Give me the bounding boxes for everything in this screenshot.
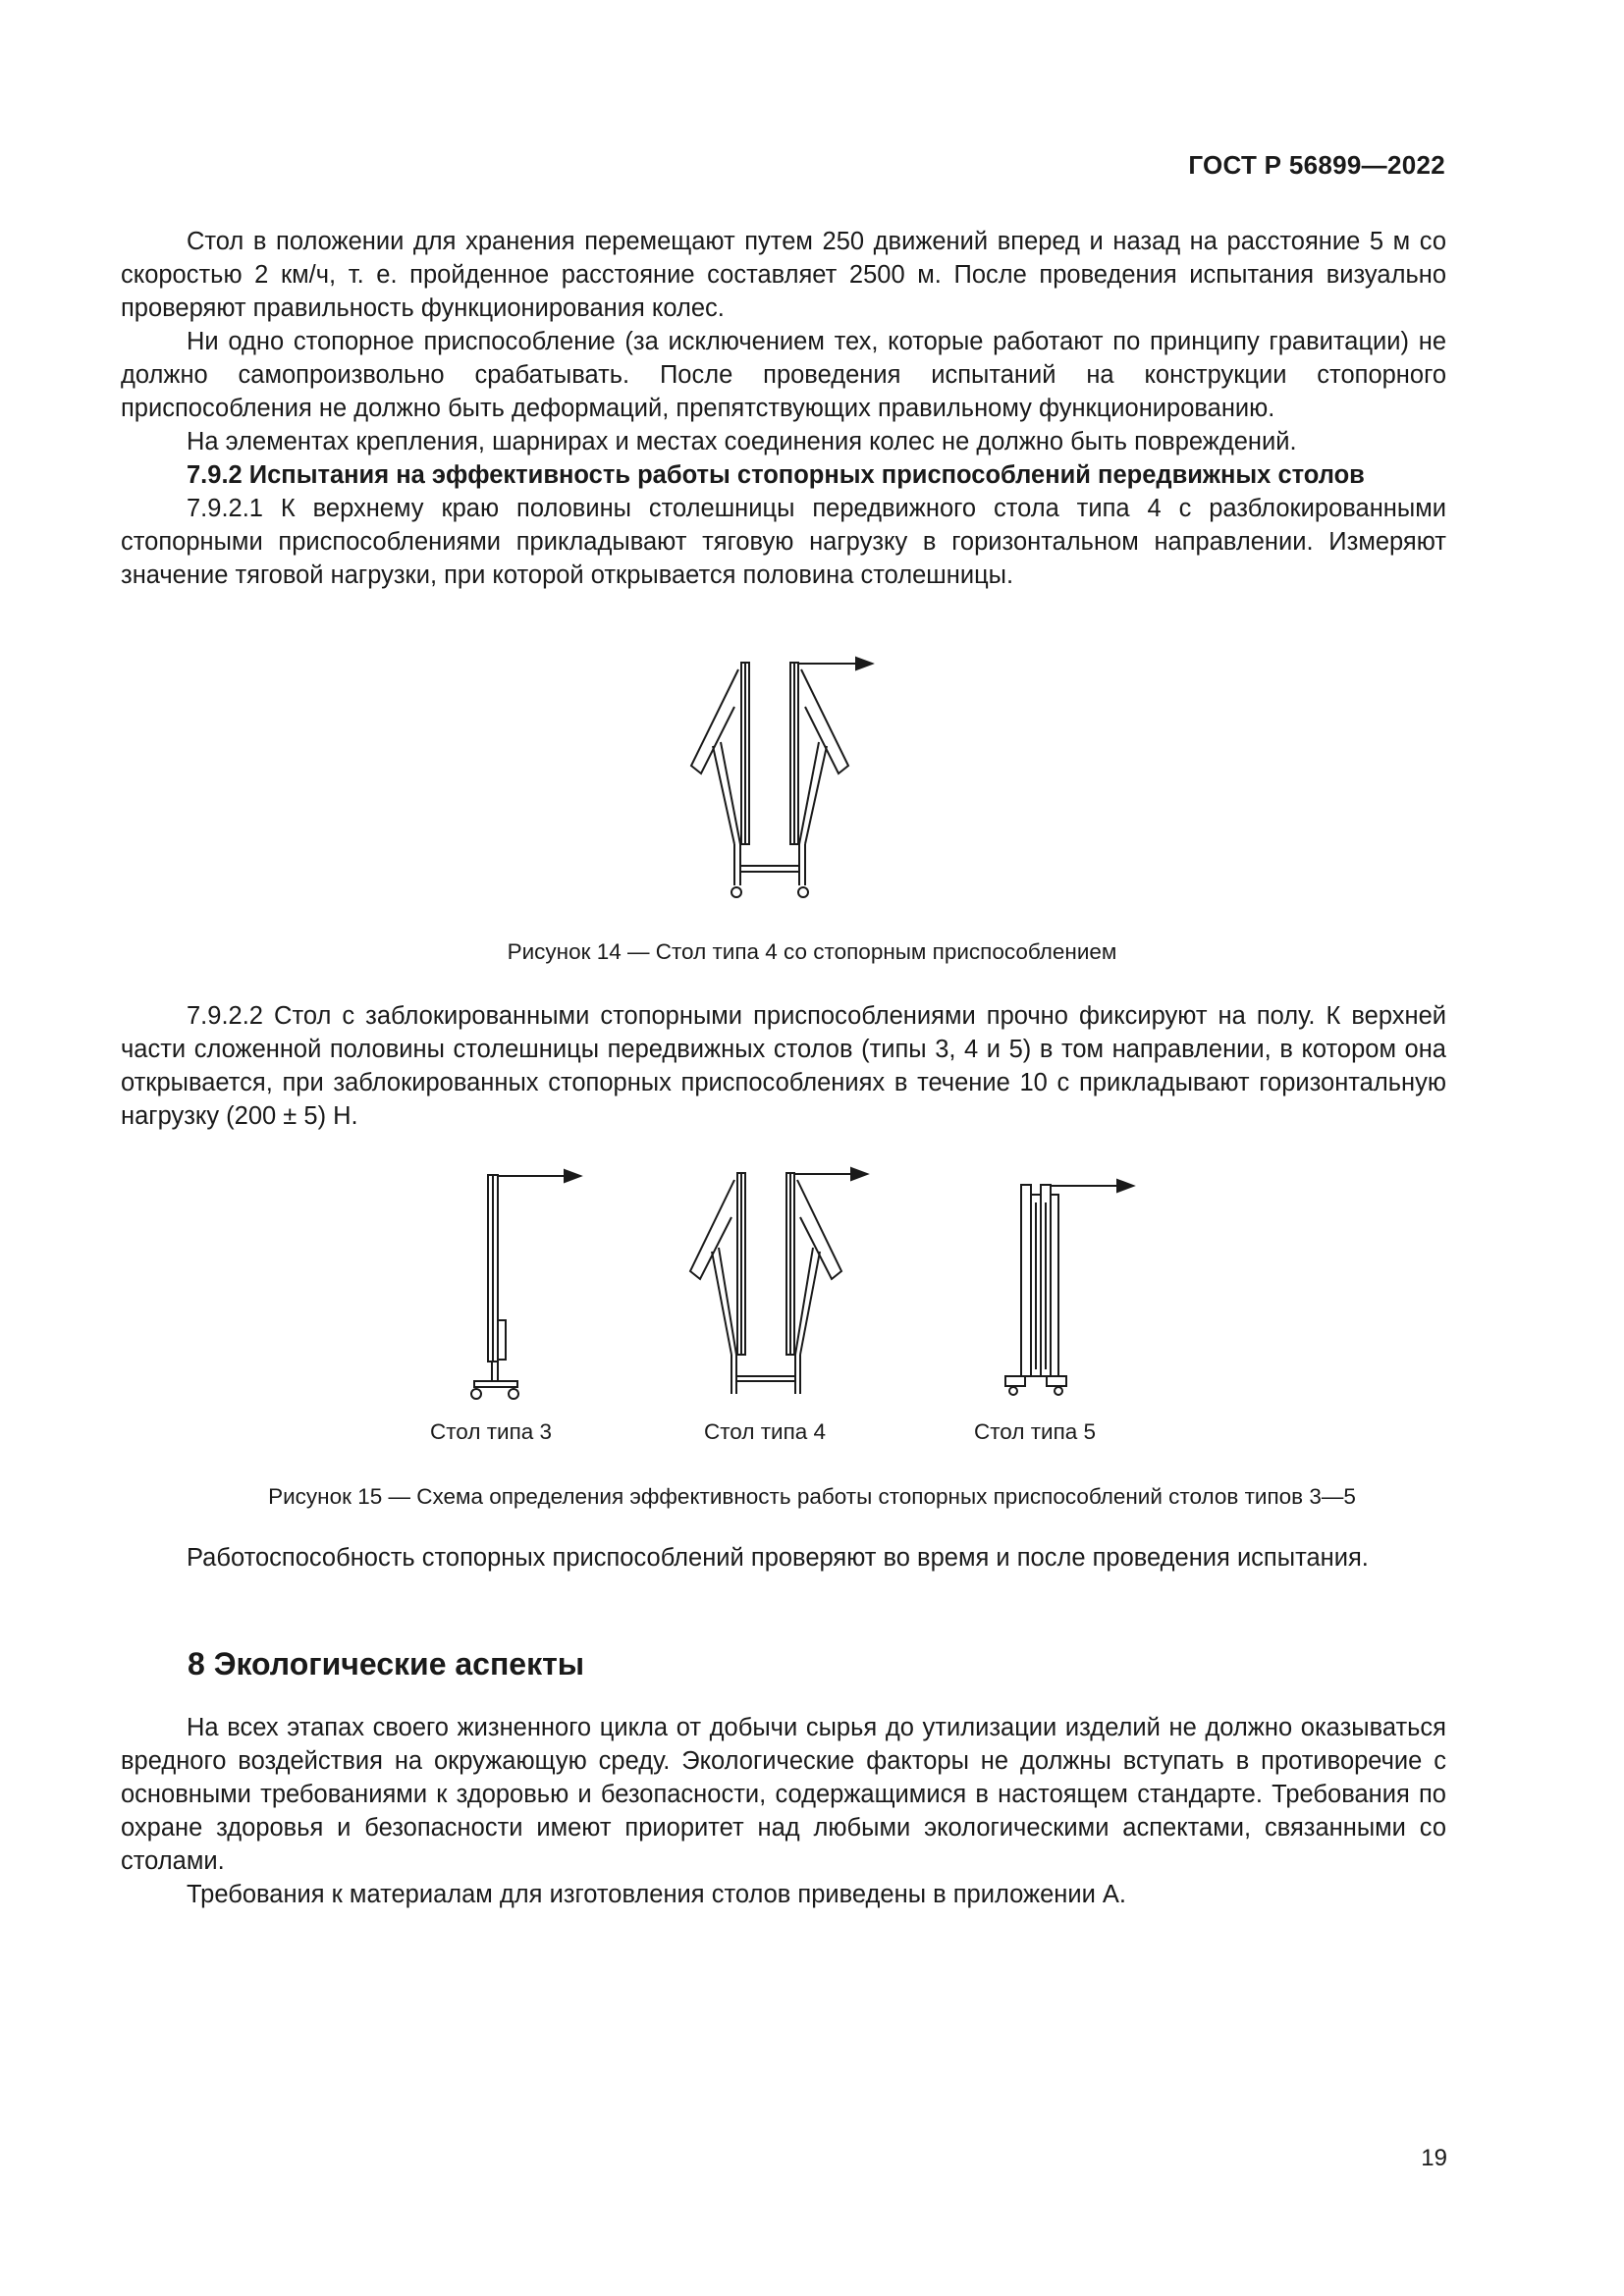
page-number: 19 bbox=[1421, 2145, 1447, 2171]
standard-designation: ГОСТ Р 56899—2022 bbox=[1188, 150, 1445, 180]
paragraph-7-9-2-2: 7.9.2.2 Стол с заблокированными стопорными приспособлениями прочно фиксируют на полу. К верхней части сложенной половины столешницы передвижных столов (типы 3, 4 и 5) в том направлении, в котором она открывается, при заблокированных стопорных приспособлениях в течение 10 с прикладывают горизонтальную нагрузку (200 ± 5) Н. bbox=[121, 1002, 1446, 1130]
paragraph-environmental-impact: На всех этапах своего жизненного цикла от добычи сырья до утилизации изделий не должно оказываться вредного воздействия на окружающую среду. Экологические факторы не должны вступать в противоречие с основными требованиями к здоровью и безопасности, содержащимися в настоящем стандарте. Требования по охране здоровья и безопасности имеют приоритет над любыми экологическими аспектами, связанными со столами. bbox=[121, 1714, 1446, 1875]
paragraph-materials-reference: Требования к материалам для изготовления столов приведены в приложении А. bbox=[187, 1881, 1127, 1908]
paragraph-no-damage: На элементах крепления, шарнирах и местах соединения колес не должно быть повреждений. bbox=[187, 428, 1297, 455]
text-block-2 bbox=[121, 999, 1446, 1133]
section-8-title: 8 Экологические аспекты bbox=[188, 1646, 585, 1682]
figure-15-caption: Рисунок 15 — Схема определения эффективность работы стопорных приспособлений столов типов 3—5 bbox=[268, 1484, 1356, 1509]
figure-15-table-type-3 bbox=[457, 1163, 594, 1404]
label-table-type-5: Стол типа 5 bbox=[974, 1419, 1097, 1444]
paragraph-7-9-2-1: 7.9.2.1 К верхнему краю половины столешницы передвижного стола типа 4 с разблокированными стопорными приспособлениями прикладывают тяговую нагрузку в горизонтальном направлении. Измеряют значение тяговой нагрузки, при которой открывается половина столешницы. bbox=[121, 495, 1446, 589]
figure-15-table-type-5 bbox=[992, 1173, 1159, 1404]
subsection-heading-7-9-2: 7.9.2 Испытания на эффективность работы стопорных приспособлений передвижных столов bbox=[187, 461, 1365, 489]
label-table-type-4: Стол типа 4 bbox=[704, 1419, 827, 1444]
figure-15-table-type-4 bbox=[682, 1158, 893, 1409]
paragraph-storage-test: Стол в положении для хранения перемещают путем 250 движений вперед и назад на расстояние 5 м со скоростью 2 км/ч, т. е. пройденное расстояние составляет 2500 м. После проведения испытания визуально проверяют правильность функционирования колес. bbox=[121, 228, 1446, 322]
figure-14-drawing bbox=[677, 648, 893, 903]
paragraph-locking-device: Ни одно стопорное приспособление (за исключением тех, которые работают по принципу гравитации) не должно самопроизвольно срабатывать. После проведения испытаний на конструкции стопорного приспособления не должно быть деформаций, препятствующих правильному функционированию. bbox=[121, 328, 1446, 422]
text-block-1 bbox=[121, 225, 1446, 592]
text-block-3 bbox=[121, 1541, 1446, 1575]
figure-14-caption: Рисунок 14 — Стол типа 4 со стопорным приспособлением bbox=[507, 939, 1117, 964]
paragraph-operability-check: Работоспособность стопорных приспособлений проверяют во время и после проведения испытания. bbox=[187, 1544, 1369, 1572]
text-block-section-8 bbox=[121, 1711, 1446, 1911]
label-table-type-3: Стол типа 3 bbox=[430, 1419, 553, 1444]
